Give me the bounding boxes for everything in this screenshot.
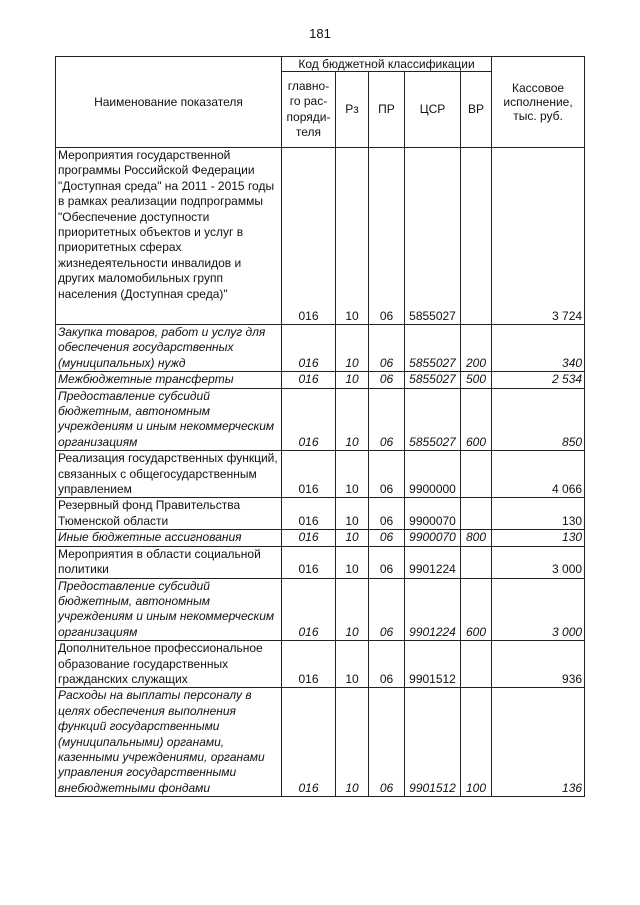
row-glava: 016 [282, 530, 336, 546]
row-rz: 10 [336, 688, 369, 797]
table-row [56, 641, 585, 688]
row-pr: 06 [369, 148, 405, 325]
row-rz: 10 [336, 498, 369, 530]
table-row [56, 388, 585, 451]
row-name: Иные бюджетные ассигнования [56, 530, 282, 546]
row-rz: 10 [336, 530, 369, 546]
row-name: Реализация государственных функций, связанных с общегосударственным управлением [56, 451, 282, 498]
row-vr: 800 [461, 530, 492, 546]
row-pr: 06 [369, 325, 405, 372]
row-vr [461, 498, 492, 530]
table-row [56, 148, 585, 325]
row-rz: 10 [336, 451, 369, 498]
row-vr [461, 148, 492, 325]
row-rz: 10 [336, 578, 369, 641]
row-rz: 10 [336, 148, 369, 325]
header-rz: Рз [336, 72, 369, 148]
row-pr: 06 [369, 546, 405, 578]
table-row [56, 530, 585, 546]
row-csr: 9900070 [405, 498, 461, 530]
row-name: Предоставление субсидий бюджетным, автономным учреждениям и иным некоммерческим организациям [56, 578, 282, 641]
header-vr: ВР [461, 72, 492, 148]
row-amount: 850 [492, 388, 585, 451]
header-glava: главно-го рас-поряди-теля [282, 72, 336, 148]
row-rz: 10 [336, 325, 369, 372]
row-vr: 600 [461, 388, 492, 451]
row-name: Предоставление субсидий бюджетным, автономным учреждениям и иным некоммерческим организациям [56, 388, 282, 451]
row-amount: 130 [492, 530, 585, 546]
row-csr: 9901512 [405, 641, 461, 688]
header-classification-group: Код бюджетной классификации [282, 57, 492, 72]
row-amount: 3 000 [492, 546, 585, 578]
row-pr: 06 [369, 641, 405, 688]
row-glava: 016 [282, 451, 336, 498]
row-vr: 200 [461, 325, 492, 372]
row-pr: 06 [369, 498, 405, 530]
row-amount: 2 534 [492, 372, 585, 388]
row-amount: 936 [492, 641, 585, 688]
row-glava: 016 [282, 688, 336, 797]
header-name: Наименование показателя [56, 57, 282, 148]
row-csr: 9901224 [405, 546, 461, 578]
table-row [56, 372, 585, 388]
row-pr: 06 [369, 578, 405, 641]
row-rz: 10 [336, 546, 369, 578]
row-amount: 130 [492, 498, 585, 530]
row-name: Мероприятия в области социальной политики [56, 546, 282, 578]
row-csr: 9901512 [405, 688, 461, 797]
page-number: 181 [309, 26, 331, 41]
row-name: Мероприятия государственной программы Российской Федерации "Доступная среда" на 2011 - 2015 годы в рамках реализации подпрограммы "Обеспечение доступности приоритетных объектов и услуг в приоритетных сферах жизнедеятельности инвалидов и других маломобильных групп населения (Доступная среда)" [56, 148, 282, 325]
row-vr [461, 641, 492, 688]
row-name: Закупка товаров, работ и услуг для обеспечения государственных (муниципальных) нужд [56, 325, 282, 372]
row-amount: 3 000 [492, 578, 585, 641]
row-rz: 10 [336, 372, 369, 388]
row-name: Дополнительное профессиональное образование государственных гражданских служащих [56, 641, 282, 688]
budget-table [55, 56, 585, 797]
table-row [56, 688, 585, 797]
row-rz: 10 [336, 388, 369, 451]
header-csr: ЦСР [405, 72, 461, 148]
row-csr: 9900070 [405, 530, 461, 546]
header-amount: Кассовое исполнение, тыс. руб. [492, 57, 585, 148]
row-glava: 016 [282, 641, 336, 688]
row-glava: 016 [282, 148, 336, 325]
row-glava: 016 [282, 372, 336, 388]
row-glava: 016 [282, 325, 336, 372]
row-csr: 5855027 [405, 372, 461, 388]
table-row [56, 546, 585, 578]
row-pr: 06 [369, 388, 405, 451]
row-amount: 4 066 [492, 451, 585, 498]
row-csr: 5855027 [405, 148, 461, 325]
row-glava: 016 [282, 388, 336, 451]
row-amount: 136 [492, 688, 585, 797]
table-row [56, 451, 585, 498]
row-glava: 016 [282, 578, 336, 641]
row-name: Резервный фонд Правительства Тюменской области [56, 498, 282, 530]
row-name: Межбюджетные трансферты [56, 372, 282, 388]
row-vr [461, 451, 492, 498]
row-csr: 9900000 [405, 451, 461, 498]
row-csr: 5855027 [405, 325, 461, 372]
row-vr: 500 [461, 372, 492, 388]
row-pr: 06 [369, 372, 405, 388]
row-glava: 016 [282, 546, 336, 578]
row-vr: 600 [461, 578, 492, 641]
row-vr [461, 546, 492, 578]
row-csr: 5855027 [405, 388, 461, 451]
row-vr: 100 [461, 688, 492, 797]
table-row [56, 325, 585, 372]
row-pr: 06 [369, 530, 405, 546]
row-pr: 06 [369, 688, 405, 797]
row-csr: 9901224 [405, 578, 461, 641]
table-row [56, 578, 585, 641]
row-pr: 06 [369, 451, 405, 498]
row-amount: 3 724 [492, 148, 585, 325]
row-rz: 10 [336, 641, 369, 688]
row-amount: 340 [492, 325, 585, 372]
row-glava: 016 [282, 498, 336, 530]
row-name: Расходы на выплаты персоналу в целях обеспечения выполнения функций государственными (муниципальными) органами, казенными учреждениями, органами управления государственными внебюджетными фондами [56, 688, 282, 797]
table-row [56, 498, 585, 530]
header-pr: ПР [369, 72, 405, 148]
